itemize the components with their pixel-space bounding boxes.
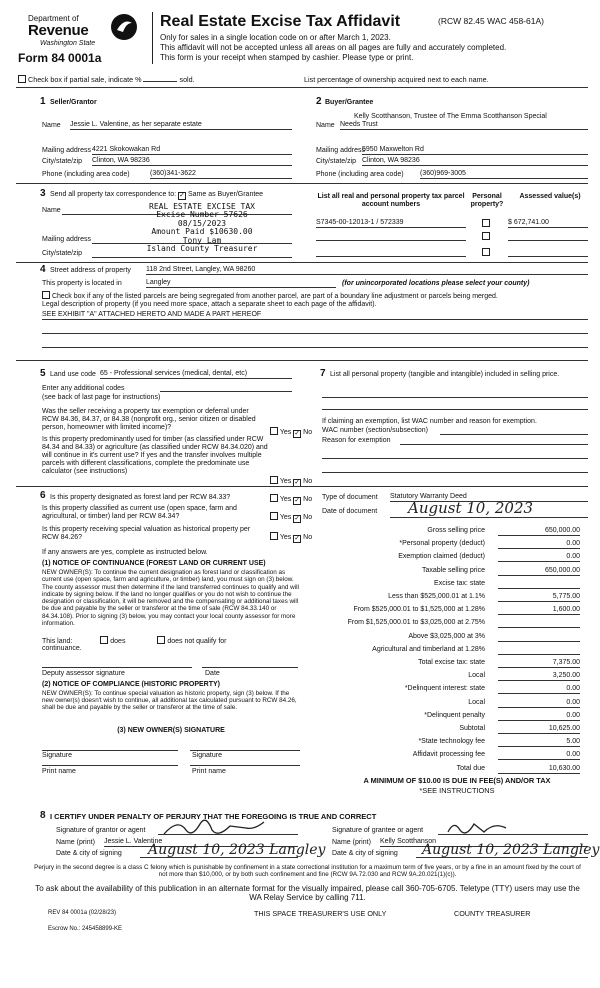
sig-label-2: Signature	[192, 752, 222, 759]
grantor-date-handwritten: August 10, 2023 Langley	[148, 842, 326, 858]
forest-q2: Is this property classified as current use (open space, farm and agricultural, or timber) land per RCW 84.34?	[42, 505, 237, 521]
exemption-question: Was the seller receiving a property tax exemption or deferral under RCW 84.36, 84.37, or 84.38 (nonprofit org., senior citizen or disabled person, homeowner with limited income)?	[42, 408, 256, 432]
personal-prop-checkbox[interactable]	[482, 219, 490, 227]
tax-row-label: Total due	[456, 764, 485, 772]
tax-row-label: Above $3,025,000 at 3%	[408, 632, 485, 640]
tax-row-value[interactable]: 5,775.00	[498, 593, 580, 602]
section-4-number: 4	[40, 264, 46, 275]
tax-row	[318, 592, 588, 605]
seller-phone-label: Phone (including area code)	[42, 171, 130, 178]
grantor-name-field[interactable]: Jessie L. Valentine	[104, 838, 298, 847]
tax-row-label: From $525,000.01 to $1,525,000 at 1.28%	[353, 606, 485, 614]
stamp-line: 08/15/2023	[177, 218, 227, 228]
buyer-title: Buyer/Grantee	[325, 99, 374, 106]
tax-row	[318, 671, 588, 684]
tax-row-label: Subtotal	[459, 725, 485, 732]
see-instructions-note: *SEE INSTRUCTIONS	[419, 786, 495, 795]
segregation-label: Check box if any of the listed parcels are being segregated from another parcel, are part of a boundary line adjustment or parcels being merged.	[51, 293, 498, 300]
q1-yes-checkbox[interactable]	[270, 427, 278, 435]
county-treasurer-label: COUNTY TREASURER	[454, 909, 531, 918]
tax-row-label: Excise tax: state	[434, 579, 485, 587]
tax-row-value[interactable]: 7,375.00	[498, 659, 580, 668]
tax-row-value[interactable]: 3,250.00	[498, 672, 580, 681]
forest-q2-yes[interactable]	[270, 512, 278, 520]
same-as-buyer-checkbox[interactable]: ✓	[179, 192, 185, 199]
notice-compliance-text: NEW OWNER(S): To continue special valuation as historic property, sign (3) below. If the new owner(s) doesn't wish to continue, all additional tax calculated pursuant to RCW 84.26, shall be due and payable by the seller or transferor at the time of sale.	[42, 690, 297, 712]
doc-type-label: Type of document	[322, 494, 378, 501]
land-use-label: Land use code	[50, 371, 96, 378]
segregation-row	[42, 291, 498, 301]
legal-desc-field[interactable]: SEE EXHIBIT "A" ATTACHED HERETO AND MADE A PART HEREOF	[42, 311, 588, 320]
tax-row-value[interactable]	[498, 619, 580, 628]
tax-row-value[interactable]	[498, 633, 580, 642]
addl-codes-field[interactable]	[160, 391, 292, 392]
forest-q1-no[interactable]: ✓	[294, 497, 301, 504]
section-7-number: 7	[320, 368, 326, 379]
tax-row-label: Less than $525,000.01 at 1.1%	[388, 593, 485, 600]
forest-q1-answer: Yes ✓ No	[270, 494, 312, 505]
seller-mail-field[interactable]: 4221 Skokowakan Rd	[92, 146, 292, 155]
tax-row-label: *Delinquent penalty	[424, 711, 485, 719]
tax-row	[318, 526, 588, 539]
tax-row-label: Affidavit processing fee	[412, 751, 485, 759]
same-as-buyer-label: Same as Buyer/Grantee	[187, 191, 264, 198]
section-8-number: 8	[40, 810, 46, 821]
uninc-note: (for unincorporated locations please select your county)	[342, 280, 530, 287]
tax-row-value[interactable]: 650,000.00	[498, 567, 580, 576]
dept-line: Department of	[28, 14, 79, 23]
tax-row-value[interactable]: 0.00	[498, 712, 580, 721]
grantee-name-label: Name (print)	[332, 839, 371, 846]
assessed-header: Assessed value(s)	[519, 193, 581, 200]
tax-row	[318, 764, 588, 777]
personal-prop-header: Personal property?	[470, 193, 504, 209]
grantor-signature-icon	[160, 816, 270, 840]
section-5-number: 5	[40, 368, 46, 379]
seller-mail-label: Mailing address	[42, 147, 92, 154]
wa-logo-icon	[111, 14, 137, 40]
owner-print-field-2[interactable]	[190, 765, 300, 766]
tax-row-value[interactable]: 0.00	[498, 685, 580, 694]
tax-row-value[interactable]: 0.00	[498, 699, 580, 708]
correspondence-label: Send all property tax correspondence to:	[50, 191, 177, 198]
stamp-line: Excise Number 57626	[156, 210, 248, 220]
tax-row	[318, 645, 588, 658]
buyer-mail-field[interactable]: 5950 Maxwelton Rd	[362, 146, 588, 155]
reason-label: Reason for exemption	[322, 437, 391, 444]
forest-q3: Is this property receiving special valuation as historical property per RCW 84.26?	[42, 526, 251, 542]
seller-city-label: City/state/zip	[42, 158, 83, 165]
does-not-checkbox[interactable]	[157, 636, 165, 644]
parcel-header: List all real and personal property tax parcel account numbers	[317, 193, 465, 209]
percent-field[interactable]	[143, 81, 177, 82]
partial-sale-label: Check box if partial sale, indicate %	[28, 75, 142, 84]
wac-field[interactable]	[440, 434, 588, 435]
forest-q1-yes[interactable]	[270, 494, 278, 502]
owner-sig-field-2[interactable]	[190, 750, 300, 751]
revision-label: REV 84 0001a (02/28/23)	[48, 910, 117, 916]
located-field[interactable]: Langley	[146, 279, 336, 288]
tax-row-value[interactable]: 1,600.00	[498, 606, 580, 615]
q2-yes-checkbox[interactable]	[270, 476, 278, 484]
doc-type-field[interactable]: Statutory Warranty Deed	[390, 493, 588, 502]
seller-name-label: Name	[42, 122, 61, 129]
treasurer-stamp	[142, 203, 262, 253]
form-number: Form 84 0001a	[18, 51, 102, 65]
forest-q3-answer: Yes ✓ No	[270, 532, 312, 543]
tax-row-label: Taxable selling price	[421, 566, 485, 574]
section-6-number: 6	[40, 490, 46, 501]
buyer-city-label: City/state/zip	[316, 158, 357, 165]
does-checkbox[interactable]	[100, 636, 108, 644]
treasurer-use-label: THIS SPACE TREASURER'S USE ONLY	[254, 909, 387, 918]
tax-row	[318, 579, 588, 592]
claim-exemption-label: If claiming an exemption, list WAC number and reason for exemption.	[322, 418, 537, 425]
q1-answer: Yes ✓ No	[270, 427, 312, 438]
section-3-number: 3	[40, 188, 46, 199]
section-1-number: 1	[40, 96, 46, 107]
certify-title: I CERTIFY UNDER PENALTY OF PERJURY THAT THE FOREGOING IS TRUE AND CORRECT	[50, 812, 377, 821]
grantor-sig-label: Signature of grantor or agent	[56, 827, 146, 834]
seller-name-field[interactable]: Jessie L. Valentine, as her separate estate	[70, 121, 292, 130]
tax-row	[318, 684, 588, 697]
owner-print-field[interactable]	[42, 765, 178, 766]
reason-field[interactable]	[400, 444, 588, 445]
deputy-sig-label: Deputy assessor signature	[42, 670, 125, 677]
assessed-value-field[interactable]: $ 672,741.00	[508, 219, 588, 228]
assessor-date-field[interactable]	[202, 667, 298, 668]
forest-q1: Is this property designated as forest land per RCW 84.33?	[50, 494, 231, 501]
grantee-date-handwritten: August 10, 2023 Langley	[422, 842, 600, 858]
tax-row-label: *Delinquent interest: state	[404, 685, 485, 693]
forest-q4: If any answers are yes, complete as instructed below.	[42, 549, 208, 556]
tax-row-value[interactable]: 0.00	[498, 751, 580, 760]
notice-continuance-text: NEW OWNER(S): To continue the current designation as forest land or classification as current use (open space, farm and agriculture, or timber) land, you must sign on (3) below. The county assessor must then determine if the land transferred continues to qualify and will indicate by signing below. If the land no longer qualifies or you do not wish to continue the designation or classification, it will be removed and the compensating or additional taxes will be due and payable by the seller or transferor at the time of sale (RCW 84.33.140 or 84.34.108). Prior to signing (3) below, you may contact your local county assessor for more information.	[42, 569, 299, 628]
seller-phone-field[interactable]: (360)341-3622	[150, 170, 292, 179]
seller-title: Seller/Grantor	[50, 99, 97, 106]
header-note: Only for sales in a single location code on or after March 1, 2023.	[160, 33, 391, 42]
tax-row	[318, 698, 588, 711]
tax-row-label: Exemption claimed (deduct)	[398, 553, 485, 561]
print-label: Print name	[42, 768, 76, 775]
continuance-label: continuance.	[42, 645, 82, 652]
tax-row-value[interactable]: 0.00	[498, 553, 580, 562]
parcel-number-field[interactable]: S7345-00-12013-1 / 572339	[316, 219, 466, 228]
tax-row-value[interactable]	[498, 646, 580, 655]
notice-compliance-title: (2) NOTICE OF COMPLIANCE (HISTORIC PROPERTY)	[42, 681, 220, 688]
stamp-line: Island County Treasurer	[146, 243, 258, 253]
header-note: This affidavit will not be accepted unless all areas on all pages are fully and accurately completed.	[160, 43, 507, 52]
grantor-name-label: Name (print)	[56, 839, 95, 846]
partial-sale-checkbox[interactable]	[18, 75, 26, 83]
q1-no-checkbox[interactable]: ✓	[294, 430, 301, 437]
stamp-line: REAL ESTATE EXCISE TAX	[149, 202, 255, 211]
tax-row-label: Total excise tax: state	[418, 659, 485, 666]
land-use-field[interactable]: 65 - Professional services (medical, dental, etc)	[100, 370, 292, 379]
tax-row-value[interactable]: 0.00	[498, 540, 580, 549]
minimum-due: A MINIMUM OF $10.00 IS DUE IN FEE(S) AND/OR TAX	[363, 776, 551, 785]
buyer-city-field[interactable]: Clinton, WA 98236	[362, 157, 588, 166]
state-line: Washington State	[40, 40, 96, 47]
sold-label: sold.	[179, 75, 195, 84]
tax-row	[318, 737, 588, 750]
escrow-number: Escrow No.: 245458899-KE	[48, 926, 123, 932]
see-instructions: (see back of last page for instructions)	[42, 394, 161, 401]
perjury-notice: Perjury in the second degree is a class C felony which is punishable by confinement in a state correctional institution for a maximum term of five years, or by a fine in an amount fixed by the court of not more than $10,000, or by both such confinement and fine (RCW 9A.72.030 and RCW 9A.20.021(1)(c)).	[34, 864, 581, 879]
corr-mail-label: Mailing address	[42, 236, 92, 243]
doc-date-handwritten: August 10, 2023	[408, 499, 534, 517]
tax-row-value[interactable]: 10,625.00	[498, 725, 580, 734]
header-note: This form is your receipt when stamped by cashier. Please type or print.	[160, 53, 414, 62]
forest-q3-yes[interactable]	[270, 532, 278, 540]
tax-row-label: From $1,525,000.01 to $3,025,000 at 2.75%	[347, 619, 485, 627]
ownership-note: List percentage of ownership acquired next to each name.	[304, 75, 489, 84]
addl-codes-label: Enter any additional codes	[42, 385, 125, 392]
personal-prop-checkbox[interactable]	[482, 248, 490, 256]
grantee-signature-icon	[444, 818, 514, 838]
corr-city-field[interactable]	[92, 257, 292, 258]
personal-prop-checkbox[interactable]	[482, 232, 490, 240]
doc-date-label: Date of document	[322, 508, 378, 515]
new-owner-sig-title: (3) NEW OWNER(S) SIGNATURE	[117, 727, 225, 734]
stamp-line: Tony Lam	[182, 235, 222, 245]
q2-answer: Yes ✓ No	[270, 476, 312, 487]
corr-city-label: City/state/zip	[42, 250, 83, 257]
tax-row-label: Agricultural and timberland at 1.28%	[372, 645, 485, 653]
tax-row-value[interactable]: 650,000.00	[498, 527, 580, 536]
tax-row-label: *State technology fee	[418, 738, 485, 746]
street-field[interactable]: 118 2nd Street, Langley, WA 98260	[146, 266, 588, 275]
tax-row	[318, 724, 588, 737]
grantee-sig-label: Signature of grantee or agent	[332, 827, 424, 834]
tax-row	[318, 658, 588, 671]
tax-row	[318, 632, 588, 645]
grantor-date-label: Date & city of signing	[56, 850, 122, 857]
stamp-line: Amount Paid $10630.00	[151, 227, 253, 237]
buyer-phone-field[interactable]: (360)969-3005	[420, 170, 588, 179]
tax-row-value[interactable]: 5.00	[498, 738, 580, 747]
wac-label: WAC number (section/subsection)	[322, 427, 428, 434]
tax-row-value[interactable]	[498, 580, 580, 589]
street-label: Street address of property	[50, 267, 131, 274]
qualify-row: This land: does does not qualify for	[42, 638, 227, 645]
corr-name-label: Name	[42, 207, 61, 214]
owner-sig-field[interactable]	[42, 750, 178, 751]
forest-q3-no[interactable]: ✓	[294, 535, 301, 542]
tax-row	[318, 605, 588, 618]
tax-row	[318, 566, 588, 579]
section-2-number: 2	[316, 96, 322, 107]
q2-no-checkbox[interactable]: ✓	[294, 479, 301, 486]
timber-question: Is this property predominantly used for timber (as classified under RCW 84.34 and 84.33) or agriculture (as classified under RCW 84.34.020) and will continue in it's current use? If yes and the transfer involves multiple parcels with different classifications, complete the predominate use calculator (see instructions)	[42, 436, 268, 476]
buyer-name-line1: Kelly Scotthanson, Trustee of The Emma Scotthanson Special	[354, 113, 547, 120]
form-title: Real Estate Excise Tax Affidavit	[160, 13, 401, 30]
tax-row-value[interactable]: 10,630.00	[498, 765, 580, 774]
seller-city-field[interactable]: Clinton, WA 98236	[92, 157, 292, 166]
tax-row	[318, 711, 588, 724]
assessor-sig-field[interactable]	[42, 667, 192, 668]
tax-row-label: Local	[468, 672, 485, 680]
tax-row-label: *Personal property (deduct)	[399, 540, 485, 548]
buyer-name-label: Name	[316, 122, 335, 129]
forest-q2-answer: Yes ✓ No	[270, 512, 312, 523]
grantee-name-field[interactable]: Kelly Scotthanson	[380, 838, 588, 847]
tax-row-label: Gross selling price	[427, 527, 485, 534]
sig-label: Signature	[42, 752, 72, 759]
forest-q2-no[interactable]: ✓	[294, 515, 301, 522]
buyer-phone-label: Phone (including area code)	[316, 171, 404, 178]
buyer-mail-label: Mailing address	[316, 147, 366, 154]
legal-desc-label: Legal description of property (if you need more space, attach a separate sheet to each page of the affidavit).	[42, 301, 377, 308]
tax-row	[318, 552, 588, 565]
tax-row	[318, 539, 588, 552]
segregation-checkbox[interactable]	[42, 291, 50, 299]
rcw-ref: (RCW 82.45 WAC 458-61A)	[438, 16, 544, 26]
revenue-word: Revenue	[28, 22, 89, 39]
correspondence-row	[50, 191, 263, 200]
accessibility-note: To ask about the availability of this publication in an alternate format for the visually impaired, please call 360-705-6705. Teletype (TTY) users may use the WA Relay Service by calling 711.	[35, 884, 580, 903]
tax-row-label: Local	[468, 698, 485, 706]
print-label-2: Print name	[192, 768, 226, 775]
buyer-name-field[interactable]: Needs Trust	[340, 121, 588, 130]
located-label: This property is located in	[42, 280, 122, 287]
tax-row	[318, 750, 588, 763]
personal-prop-label: List all personal property (tangible and intangible) included in selling price.	[330, 371, 560, 378]
deputy-date-label: Date	[205, 670, 220, 677]
grantee-date-label: Date & city of signing	[332, 850, 398, 857]
notice-continuance-title: (1) NOTICE OF CONTINUANCE (FOREST LAND OR CURRENT USE)	[42, 560, 266, 567]
partial-sale-row	[18, 75, 195, 84]
tax-row	[318, 618, 588, 631]
